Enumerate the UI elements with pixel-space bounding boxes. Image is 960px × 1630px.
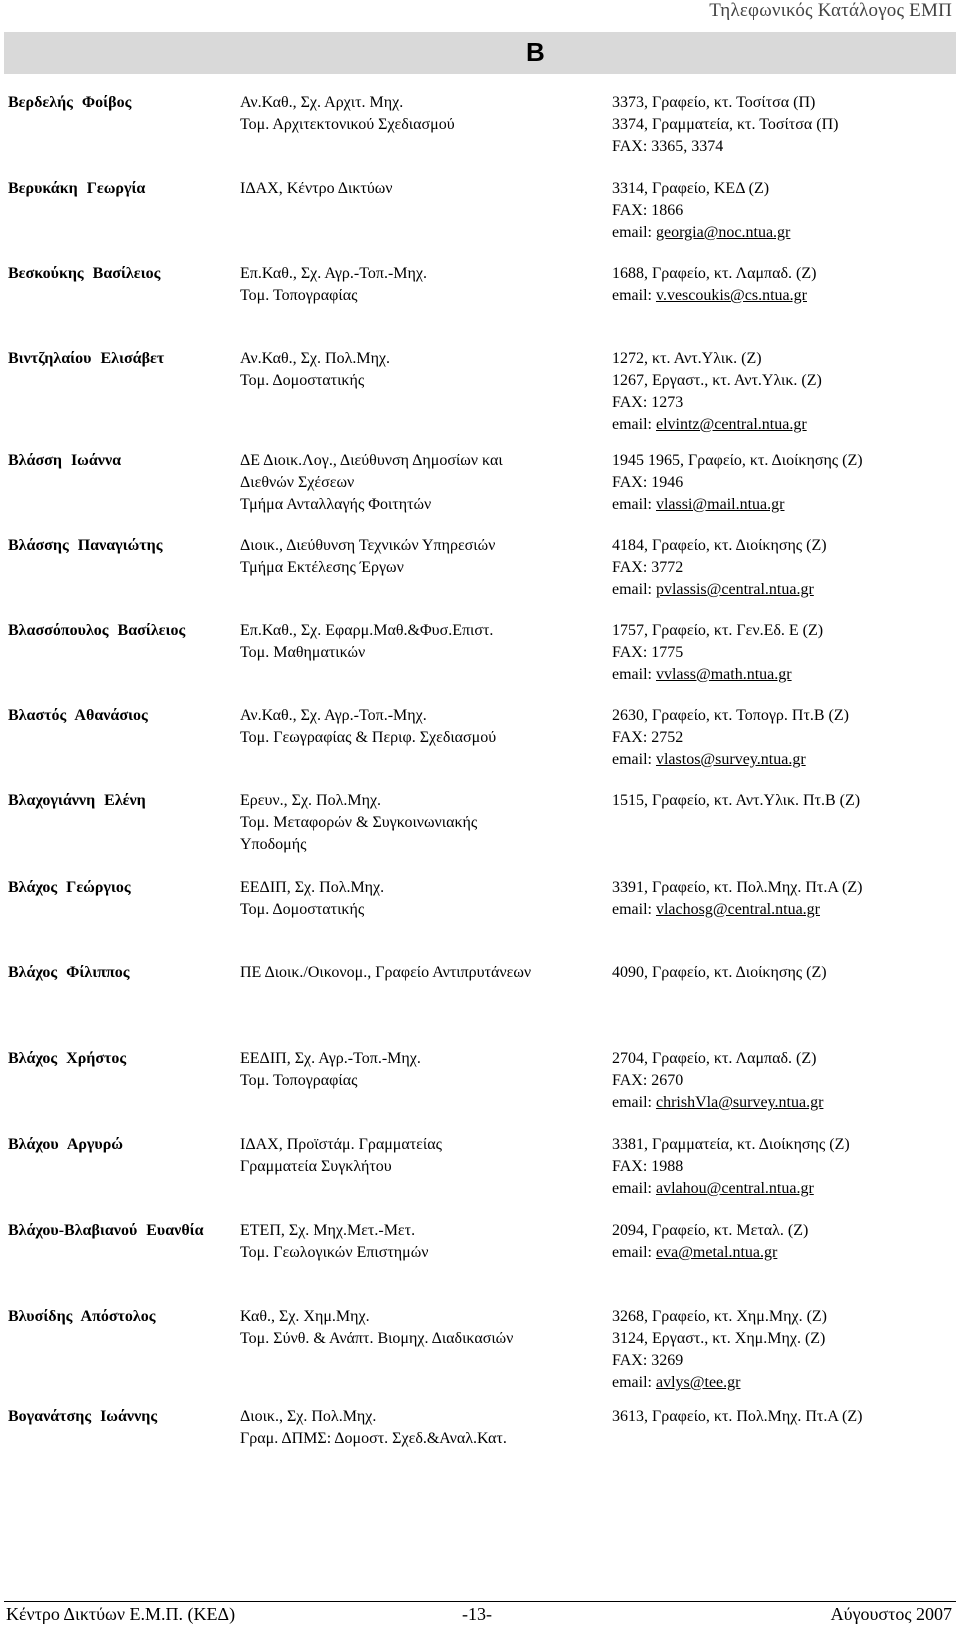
person-name: Βλάχος Χρήστος [8, 1050, 127, 1067]
person-name: Βλασσόπουλος Βασίλειος [8, 622, 186, 639]
department-line: ΕΤΕΠ, Σχ. Μηχ.Μετ.-Μετ. [240, 1222, 416, 1239]
email-link[interactable]: vlastos@survey.ntua.gr [655, 751, 806, 768]
email-line [612, 494, 957, 516]
email-line [612, 1178, 957, 1200]
contact-line: 3613, Γραφείο, κτ. Πολ.Μηχ. Πτ.Α (Ζ) [612, 1408, 863, 1425]
email-link[interactable]: vlassi@mail.ntua.gr [655, 496, 785, 513]
email-prefix: email: [612, 901, 656, 918]
department-line: Τομ. Γεωλογικών Επιστημών [240, 1244, 429, 1261]
contact-line: FAX: 3269 [612, 1352, 684, 1369]
department-line: ΙΔΑΧ, Κέντρο Δικτύων [240, 180, 393, 197]
contact-line: FAX: 1946 [612, 474, 684, 491]
contact-line: 3124, Εργαστ., κτ. Χημ.Μηχ. (Ζ) [612, 1330, 826, 1347]
contact-line: 2704, Γραφείο, κτ. Λαμπαδ. (Ζ) [612, 1050, 817, 1067]
department-line: Επ.Καθ., Σχ. Αγρ.-Τοπ.-Μηχ. [240, 265, 427, 282]
footer-page-number: -13- [462, 1604, 492, 1624]
contact-line: 3268, Γραφείο, κτ. Χημ.Μηχ. (Ζ) [612, 1308, 827, 1325]
email-line [612, 285, 957, 307]
person-name: Βλάχος Φίλιππος [8, 964, 130, 981]
person-name: Βιντζηλαίου Ελισάβετ [8, 350, 165, 367]
department-line: Τομ. Δομοστατικής [240, 901, 365, 918]
email-link[interactable]: v.vescoukis@cs.ntua.gr [655, 287, 807, 304]
contact-line: 1945 1965, Γραφείο, κτ. Διοίκησης (Ζ) [612, 452, 863, 469]
department-info [240, 535, 610, 579]
email-prefix: email: [612, 666, 656, 683]
department-info [240, 962, 610, 984]
contact-info [612, 790, 957, 812]
department-info [240, 348, 610, 392]
contact-info [612, 263, 957, 307]
department-line: ΙΔΑΧ, Προϊστάμ. Γραμματείας [240, 1136, 442, 1153]
contact-info [612, 450, 957, 516]
department-line: ΔΕ Διοικ.Λογ., Διεύθυνση Δημοσίων και [240, 452, 503, 469]
email-prefix: email: [612, 1180, 656, 1197]
contact-line: 2094, Γραφείο, κτ. Μεταλ. (Ζ) [612, 1222, 809, 1239]
department-line: Διεθνών Σχέσεων [240, 474, 355, 491]
contact-info [612, 178, 957, 244]
department-line: Τομ. Αρχιτεκτονικού Σχεδιασμού [240, 116, 455, 133]
person-name: Βογανάτσης Ιωάννης [8, 1408, 158, 1425]
email-line [612, 749, 957, 771]
contact-line: 1267, Εργαστ., κτ. Αντ.Υλικ. (Ζ) [612, 372, 822, 389]
email-prefix: email: [612, 287, 656, 304]
department-info [240, 620, 610, 664]
department-info [240, 1220, 610, 1264]
contact-info [612, 1406, 957, 1428]
contact-line: 4184, Γραφείο, κτ. Διοίκησης (Ζ) [612, 537, 827, 554]
email-link[interactable]: chrishVla@survey.ntua.gr [655, 1094, 824, 1111]
department-line: Τομ. Τοπογραφίας [240, 287, 358, 304]
contact-line: FAX: 1866 [612, 202, 684, 219]
department-line: Τμήμα Ανταλλαγής Φοιτητών [240, 496, 432, 513]
contact-line: 3374, Γραμματεία, κτ. Τοσίτσα (Π) [612, 116, 839, 133]
contact-line: 1688, Γραφείο, κτ. Λαμπαδ. (Ζ) [612, 265, 817, 282]
department-line: Γραμματεία Συγκλήτου [240, 1158, 392, 1175]
email-prefix: email: [612, 1374, 656, 1391]
contact-line: FAX: 1775 [612, 644, 684, 661]
person-name: Βερδελής Φοίβος [8, 94, 132, 111]
contact-line: FAX: 1988 [612, 1158, 684, 1175]
email-link[interactable]: georgia@noc.ntua.gr [655, 224, 791, 241]
person-name: Βερυκάκη Γεωργία [8, 180, 146, 197]
department-line: Διοικ., Διεύθυνση Τεχνικών Υπηρεσιών [240, 537, 496, 554]
contact-line: 3373, Γραφείο, κτ. Τοσίτσα (Π) [612, 94, 816, 111]
email-prefix: email: [612, 224, 656, 241]
email-prefix: email: [612, 496, 656, 513]
email-link[interactable]: avlahou@central.ntua.gr [655, 1180, 814, 1197]
contact-info [612, 1306, 957, 1394]
department-info [240, 1134, 610, 1178]
department-info [240, 1306, 610, 1350]
person-name: Βλαστός Αθανάσιος [8, 707, 148, 724]
department-info [240, 877, 610, 921]
contact-line: 1757, Γραφείο, κτ. Γεν.Εδ. Ε (Ζ) [612, 622, 824, 639]
department-info [240, 1048, 610, 1092]
department-line: Τομ. Μαθηματικών [240, 644, 366, 661]
email-line [612, 899, 957, 921]
email-prefix: email: [612, 416, 656, 433]
header-title: Τηλεφωνικός Κατάλογος ΕΜΠ [709, 0, 952, 21]
email-link[interactable]: eva@metal.ntua.gr [655, 1244, 778, 1261]
department-line: Καθ., Σχ. Χημ.Μηχ. [240, 1308, 370, 1325]
contact-line: FAX: 3365, 3374 [612, 138, 724, 155]
department-line: Τομ. Μεταφορών & Συγκοινωνιακής [240, 814, 478, 831]
contact-info [612, 1220, 957, 1264]
contact-info [612, 877, 957, 921]
contact-info [612, 1048, 957, 1114]
contact-info [612, 705, 957, 771]
department-line: Τομ. Γεωγραφίας & Περιφ. Σχεδιασμού [240, 729, 497, 746]
department-line: Ερευν., Σχ. Πολ.Μηχ. [240, 792, 382, 809]
department-line: ΕΕΔΙΠ, Σχ. Αγρ.-Τοπ.-Μηχ. [240, 1050, 421, 1067]
email-link[interactable]: elvintz@central.ntua.gr [655, 416, 807, 433]
contact-line: FAX: 2752 [612, 729, 684, 746]
department-info [240, 92, 610, 136]
email-line [612, 222, 957, 244]
person-name: Βεσκούκης Βασίλειος [8, 265, 161, 282]
contact-line: FAX: 1273 [612, 394, 684, 411]
department-info [240, 1406, 610, 1450]
department-info [240, 263, 610, 307]
email-line [612, 414, 957, 436]
contact-line: 3314, Γραφείο, ΚΕΔ (Ζ) [612, 180, 770, 197]
person-name: Βλάχου Αργυρώ [8, 1136, 123, 1153]
contact-line: 3381, Γραμματεία, κτ. Διοίκησης (Ζ) [612, 1136, 850, 1153]
contact-line: 2630, Γραφείο, κτ. Τοπογρ. Πτ.Β (Ζ) [612, 707, 849, 724]
person-name: Βλάχος Γεώργιος [8, 879, 131, 896]
department-line: Τομ. Σύνθ. & Ανάπτ. Βιομηχ. Διαδικασιών [240, 1330, 514, 1347]
contact-line: 3391, Γραφείο, κτ. Πολ.Μηχ. Πτ.Α (Ζ) [612, 879, 863, 896]
email-prefix: email: [612, 751, 656, 768]
department-line: Αν.Καθ., Σχ. Πολ.Μηχ. [240, 350, 391, 367]
email-line [612, 664, 957, 686]
department-line: Επ.Καθ., Σχ. Εφαρμ.Μαθ.&Φυσ.Επιστ. [240, 622, 494, 639]
person-name: Βλυσίδης Απόστολος [8, 1308, 156, 1325]
email-line [612, 1372, 957, 1394]
person-name: Βλάχου-Βλαβιανού Ευανθία [8, 1222, 204, 1239]
email-prefix: email: [612, 581, 656, 598]
department-line: Αν.Καθ., Σχ. Αρχιτ. Μηχ. [240, 94, 404, 111]
department-line: ΕΕΔΙΠ, Σχ. Πολ.Μηχ. [240, 879, 385, 896]
department-line: Τομ. Τοπογραφίας [240, 1072, 358, 1089]
email-line [612, 1092, 957, 1114]
department-line: Αν.Καθ., Σχ. Αγρ.-Τοπ.-Μηχ. [240, 707, 427, 724]
department-info [240, 790, 610, 856]
person-name: Βλαχογιάννη Ελένη [8, 792, 146, 809]
email-link[interactable]: avlys@tee.gr [655, 1374, 741, 1391]
footer-date: Αύγουστος 2007 [830, 1604, 952, 1624]
footer-divider [4, 1601, 956, 1602]
contact-info [612, 92, 957, 158]
contact-info [612, 1134, 957, 1200]
department-line: Τομ. Δομοστατικής [240, 372, 365, 389]
email-prefix: email: [612, 1094, 656, 1111]
email-link[interactable]: vlachosg@central.ntua.gr [655, 901, 820, 918]
contact-line: FAX: 3772 [612, 559, 684, 576]
department-line: Υποδομής [240, 836, 307, 853]
email-prefix: email: [612, 1244, 656, 1261]
contact-line: 4090, Γραφείο, κτ. Διοίκησης (Ζ) [612, 964, 827, 981]
footer-organization: Κέντρο Δικτύων Ε.Μ.Π. (ΚΕΔ) [6, 1604, 236, 1624]
contact-line: 1515, Γραφείο, κτ. Αντ.Υλικ. Πτ.Β (Ζ) [612, 792, 861, 809]
section-letter: Β [526, 37, 545, 67]
department-info [240, 450, 610, 516]
person-name: Βλάσσης Παναγιώτης [8, 537, 163, 554]
contact-line: 1272, κτ. Αντ.Υλικ. (Ζ) [612, 350, 762, 367]
department-line: Διοικ., Σχ. Πολ.Μηχ. [240, 1408, 377, 1425]
contact-info [612, 620, 957, 686]
department-info [240, 705, 610, 749]
contact-info [612, 348, 957, 436]
department-line: Τμήμα Εκτέλεσης Έργων [240, 559, 404, 576]
contact-info [612, 535, 957, 601]
department-line: ΠΕ Διοικ./Οικονομ., Γραφείο Αντιπρυτάνεων [240, 964, 532, 981]
department-info [240, 178, 610, 200]
contact-line: FAX: 2670 [612, 1072, 684, 1089]
person-name: Βλάσση Ιωάννα [8, 452, 122, 469]
email-link[interactable]: vvlass@math.ntua.gr [655, 666, 792, 683]
email-line [612, 579, 957, 601]
email-line [612, 1242, 957, 1264]
contact-info [612, 962, 957, 984]
email-link[interactable]: pvlassis@central.ntua.gr [655, 581, 814, 598]
department-line: Γραμ. ΔΠΜΣ: Δομοστ. Σχεδ.&Αναλ.Κατ. [240, 1430, 507, 1447]
